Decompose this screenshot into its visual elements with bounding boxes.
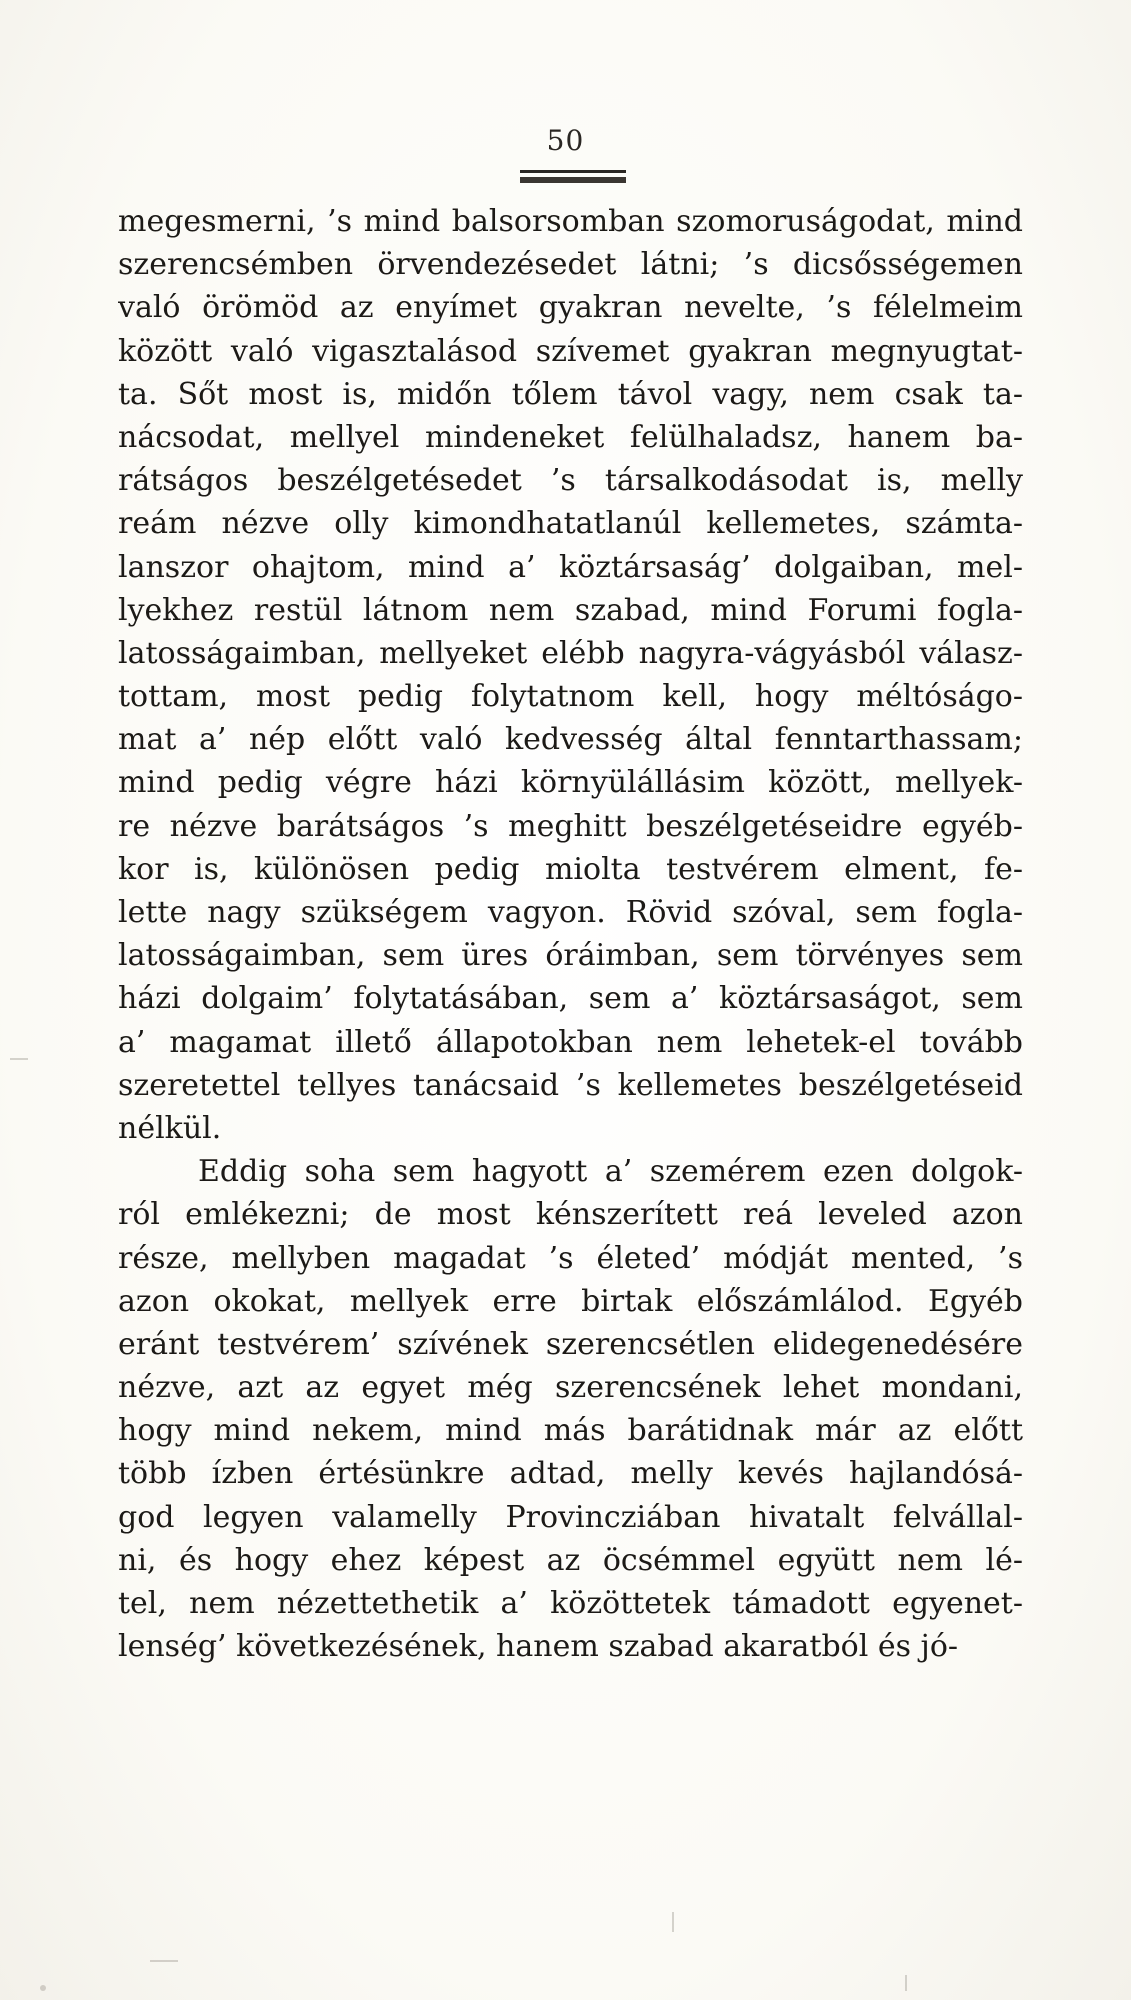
text-line: lanszor ohajtom, mind a’ köztársaság’ dolgaiban, mel-: [118, 549, 1023, 585]
text-line: mind pedig végre házi környülállásim között, mellyek-: [118, 765, 1023, 801]
paragraph-2: [118, 1150, 1023, 1668]
text-line: megesmerni, ’s mind balsorsomban szomoruságodat, mind: [118, 204, 1023, 239]
text-line: nélkül.: [118, 1110, 222, 1146]
text-line: reám nézve olly kimondhatatlanúl kellemetes, számta-: [118, 506, 1023, 542]
text-line: házi dolgaim’ folytatásában, sem a’ köztársaságot, sem: [118, 981, 1023, 1017]
text-line: hogy mind nekem, mind más barátidnak már az előtt: [118, 1413, 1023, 1449]
paper-speck: [672, 1912, 674, 1932]
text-line: tottam, most pedig folytatnom kell, hogy méltóságo-: [118, 679, 1023, 715]
text-line: között való vigasztalásod szívemet gyakran megnyugtat-: [118, 333, 1023, 369]
text-line: nácsodat, mellyel mindeneket felülhaladsz, hanem ba-: [118, 419, 1023, 455]
text-line: ta. Sőt most is, midőn tőlem távol vagy, nem csak ta-: [118, 376, 1023, 412]
paper-speck: [40, 1985, 46, 1991]
text-line: nézve, azt az egyet még szerencsének lehet mondani,: [118, 1370, 1023, 1406]
text-line: való örömöd az enyímet gyakran nevelte, ’s félelmeim: [118, 290, 1023, 326]
paper-speck: [905, 1975, 907, 1991]
text-line: ni, és hogy ehez képest az öcsémmel együtt nem lé-: [118, 1542, 1023, 1578]
text-line: ról emlékezni; de most kénszerített reá leveled azon: [118, 1197, 1023, 1233]
text-line: latosságaimban, sem üres óráimban, sem törvényes sem: [118, 938, 1023, 974]
text-line: szeretettel tellyes tanácsaid ’s kellemetes beszélgetéseid: [118, 1067, 1023, 1103]
text-line: re nézve barátságos ’s meghitt beszélgetéseidre egyéb-: [118, 808, 1023, 844]
text-line: szerencsémben örvendezésedet látni; ’s dicsősségemen: [118, 247, 1023, 283]
header-rule: [520, 170, 626, 173]
paper-speck: [10, 1058, 28, 1060]
text-line: lette nagy szükségem vagyon. Rövid szóval, sem fogla-: [118, 895, 1023, 930]
text-line: lenség’ következésének, hanem szabad akaratból és jó-: [118, 1629, 959, 1665]
text-line: mat a’ nép előtt való kedvesség által fenntarthassam;: [118, 722, 1023, 758]
text-line: tel, nem nézettethetik a’ közöttetek támadott egyenet-: [118, 1586, 1023, 1621]
text-line: kor is, különösen pedig miolta testvérem elment, fe-: [118, 851, 1023, 887]
text-line: azon okokat, mellyek erre birtak előszámlálod. Egyéb: [118, 1283, 1023, 1319]
text-line: rátságos beszélgetésedet ’s társalkodásodat is, melly: [118, 463, 1023, 499]
paragraph-1: [118, 200, 1023, 1150]
paper-speck: [150, 1960, 178, 1962]
text-line: lyekhez restül látnom nem szabad, mind Forumi fogla-: [118, 592, 1023, 628]
text-line: eránt testvérem’ szívének szerencsétlen elidegenedésére: [118, 1326, 1023, 1362]
text-line: része, mellyben magadat ’s életed’ módját mented, ’s: [118, 1240, 1023, 1276]
text-line: több ízben értésünkre adtad, melly kevés hajlandósá-: [118, 1456, 1023, 1492]
text-line: god legyen valamelly Provincziában hivatalt felvállal-: [118, 1499, 1023, 1535]
text-line: Eddig soha sem hagyott a’ szemérem ezen dolgok-: [198, 1154, 1023, 1190]
text-line: a’ magamat illető állapotokban nem lehetek-el tovább: [118, 1024, 1023, 1060]
text-line: latosságaimban, mellyeket elébb nagyra-vágyásból válasz-: [118, 635, 1023, 671]
page-number: 50: [546, 124, 585, 157]
body-text: [118, 200, 1023, 1668]
